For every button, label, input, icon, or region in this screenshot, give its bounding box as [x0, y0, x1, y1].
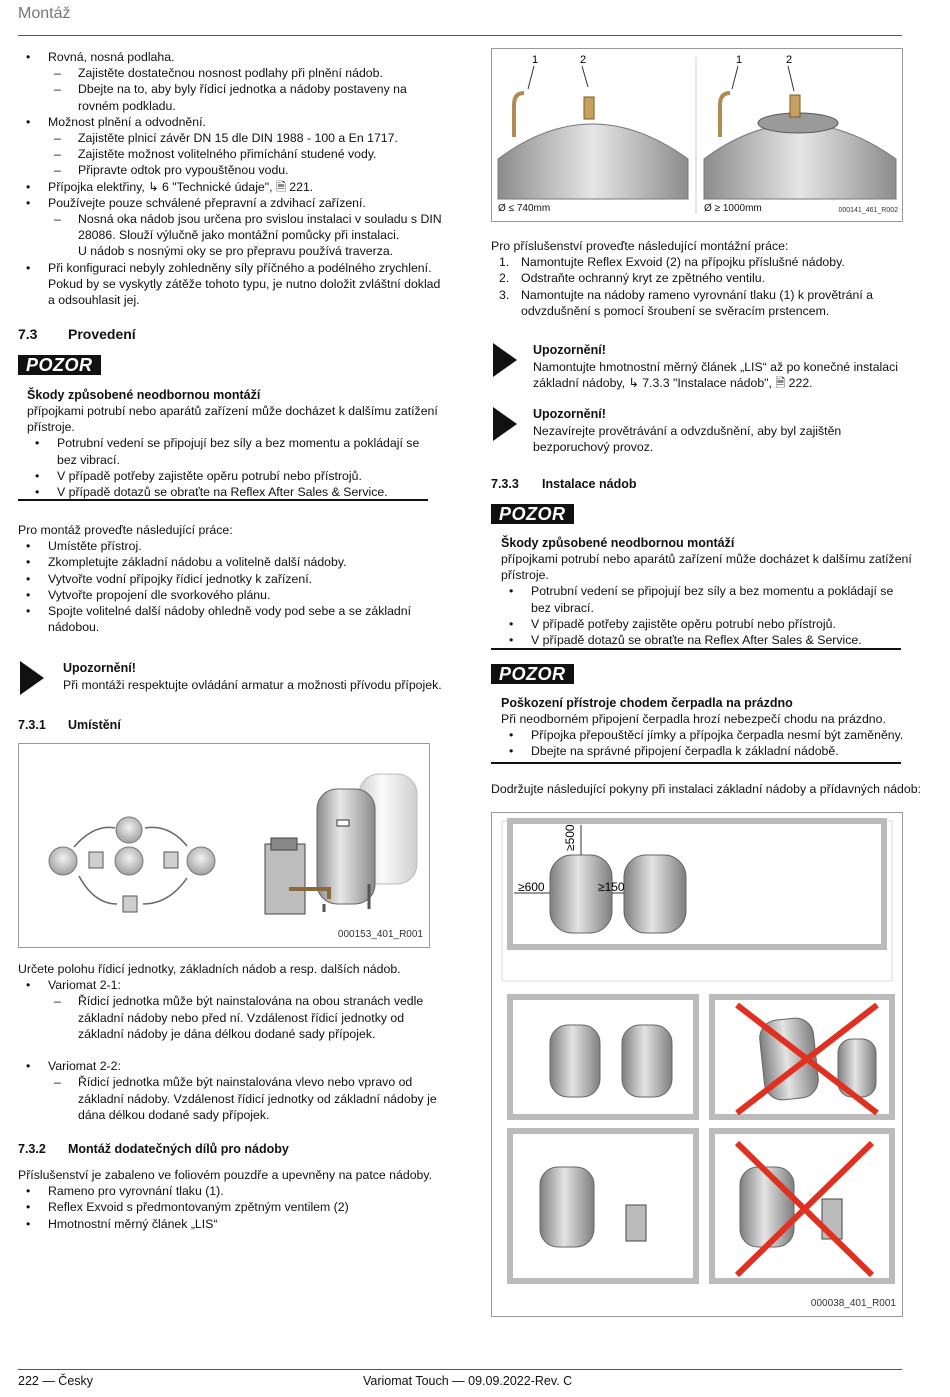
control-unit-icon: [123, 896, 137, 912]
warning-rule: [18, 499, 428, 501]
bullet-marker: •: [509, 744, 514, 759]
footer-doc: Variomat Touch — 09.09.2022-Rev. C: [363, 1374, 573, 1388]
warning-title: Poškození přístroje chodem čerpadla na prázdno: [501, 696, 793, 710]
list-item-text: Hmotnostní měrný článek „LIS“: [48, 1216, 218, 1231]
list-item: [18, 1010, 458, 1026]
list-item: [18, 554, 458, 570]
list-item-text: Používejte pouze schválené přepravní a zdvihací zařízení.: [48, 195, 366, 210]
list-item-text: Přípojka elektřiny, ↳ 6 "Technické údaje", 🗎 221.: [48, 179, 314, 194]
control-unit-icon: [164, 852, 178, 868]
list-item-text: Vytvořte propojení dle svorkového plánu.: [48, 587, 271, 602]
list-item: [27, 403, 447, 419]
list-item: [18, 1199, 458, 1215]
bullet-marker: •: [26, 50, 31, 64]
list-item: [501, 616, 911, 632]
dimension-label: ≥600: [518, 880, 545, 894]
list-item: [501, 600, 911, 616]
list-item-text: Rovná, nosná podlaha.: [48, 50, 175, 64]
bullet-marker: •: [26, 571, 31, 586]
bullet-marker: •: [26, 1200, 31, 1215]
bullet-marker: •: [26, 179, 31, 194]
warning-rule: [491, 648, 901, 650]
note-title: Upozornění!: [533, 343, 606, 357]
note-text: Při montáži respektujte ovládání armatur a možnosti přívodu přípojek.: [63, 678, 442, 692]
footer-rule: [18, 1369, 902, 1370]
bullet-marker: –: [54, 82, 61, 97]
list-item-text: Umístěte přístroj.: [48, 539, 142, 554]
bullet-marker: •: [35, 485, 40, 500]
primary-tank-icon: [317, 789, 375, 904]
tank-top-view-icon: [116, 817, 142, 843]
list-item-text: Dbejte na to, aby byly řídicí jednotka a nádoby postaveny na: [78, 82, 407, 97]
list-item-text: nádobou.: [48, 620, 100, 635]
list-item: [27, 419, 447, 435]
list-item: [18, 260, 458, 276]
bullet-marker: –: [54, 1075, 61, 1090]
list-item-text: Namontujte Reflex Exvoid (2) na přípojku příslušné nádoby.: [521, 255, 845, 270]
list-item-text: dána délkou dodané sady přípojek.: [78, 1107, 270, 1122]
list-item-text: Nosná oka nádob jsou určena pro svislou instalaci v souladu s DIN: [78, 212, 442, 227]
bullet-marker: 2.: [499, 271, 510, 286]
list-item-text: přípojkami potrubí nebo aparátů zařízení může docházet k dalšímu zatížení: [27, 404, 438, 418]
callout-1: 1: [532, 54, 539, 66]
list-item: [18, 114, 458, 130]
list-placement: [18, 961, 458, 1123]
list-item-text: přípojkami potrubí nebo aparátů zařízení může docházet k dalšímu zatížení: [501, 552, 912, 566]
list-accessories: [18, 1167, 458, 1232]
list-item-text: V případě dotazů se obraťte na Reflex After Sales & Service.: [57, 485, 388, 500]
list-item-text: [18, 1043, 21, 1057]
bullet-marker: •: [26, 114, 31, 129]
list-item: [501, 711, 911, 727]
list-item-text: U nádob s nosnými oky se pro přepravu používá traverza.: [78, 244, 394, 259]
list-item: [18, 1216, 458, 1232]
list-item: [18, 130, 458, 146]
section-7-3-1-number: 7.3.1: [18, 718, 46, 732]
callout-2: 2: [580, 54, 587, 66]
list-item-text: bez vibrací.: [531, 600, 594, 615]
list-item-text: přístroje.: [501, 568, 549, 583]
list-item: [18, 49, 458, 65]
warning-rule: [491, 762, 901, 764]
list-item: [18, 1058, 458, 1074]
list-item-text: Spojte volitelné další nádoby ohledně vody pod sebe a se základní: [48, 604, 412, 619]
bullet-marker: –: [54, 212, 61, 227]
note-text-2: bezporuchový provoz.: [533, 440, 654, 454]
bullet-marker: •: [509, 584, 514, 599]
list-item-text: V případě dotazů se obraťte na Reflex After Sales & Service.: [531, 633, 862, 648]
list-item-text: Určete polohu řídicí jednotky, základních nádob a resp. dalších nádob.: [18, 962, 401, 976]
tank-icon: [540, 1167, 594, 1247]
note-arrow-icon: [493, 407, 517, 441]
list-item: [27, 435, 447, 451]
list-item-text: Připravte odtok pro vypouštěnou vodu.: [78, 163, 289, 178]
list-item: [501, 743, 911, 759]
note-text-2: základní nádoby, ↳ 7.3.3 "Instalace nádob", 🗎 222.: [533, 376, 813, 390]
list-item-text: Namontujte na nádoby rameno vyrovnání tlaku (1) k provětrání a: [521, 287, 874, 302]
tank-icon: [624, 855, 686, 933]
warning-label: POZOR: [491, 664, 574, 684]
tank-icon: [550, 855, 612, 933]
list-item: [501, 567, 911, 583]
list-item-text: Řídicí jednotka může být nainstalována na obou stranách vedle: [78, 994, 424, 1009]
list-item: [18, 1183, 458, 1199]
list-item-text: Dbejte na správné připojení čerpadla k základní nádobě.: [531, 744, 839, 759]
list-item-text: bez vibrací.: [57, 452, 120, 467]
header-rule: [18, 35, 902, 36]
list-item-text: Potrubní vedení se připojují bez síly a bez momentu a pokládají se: [531, 584, 894, 599]
dimension-label: ≥500: [563, 824, 577, 851]
note-arrow-icon: [20, 661, 44, 695]
list-item-text: Vytvořte vodní přípojky řídicí jednotky k zařízení.: [48, 571, 313, 586]
list-item: [27, 484, 447, 500]
tank-icon: [622, 1025, 672, 1097]
bullet-marker: –: [54, 163, 61, 178]
bullet-marker: •: [26, 604, 31, 619]
bullet-marker: •: [35, 436, 40, 451]
figure-accessories: [491, 48, 903, 222]
bullet-marker: –: [54, 66, 61, 81]
list-item: [491, 238, 911, 254]
note-arrow-icon: [493, 343, 517, 377]
list-item-text: a odsouhlasit jej.: [48, 293, 140, 308]
bullet-marker: •: [509, 633, 514, 648]
note-text-1: Namontujte hmotnostní měrný článek „LIS“ až po konečné instalaci: [533, 360, 898, 374]
running-header: Montáž: [18, 5, 71, 22]
list-item-text: Přípojka přepouštěcí jímky a přípojka čerpadla nesmí být zaměněny.: [531, 728, 904, 743]
bullet-marker: •: [26, 555, 31, 570]
list-item-text: Pro příslušenství proveďte následující montážní práce:: [491, 239, 789, 253]
tanks-intro: Dodržujte následující pokyny při instalaci základní nádoby a přídavných nádob:: [491, 782, 921, 796]
tank-dome-large-icon: [704, 124, 896, 199]
list-item: [18, 179, 458, 195]
tank-installation-illustration: [492, 813, 902, 1316]
warning-label: POZOR: [18, 355, 101, 375]
list-item-text: Variomat 2-1:: [48, 978, 121, 993]
control-unit-icon: [626, 1205, 646, 1241]
bullet-marker: •: [26, 1059, 31, 1074]
bullet-marker: •: [26, 1216, 31, 1231]
bullet-marker: •: [26, 587, 31, 602]
list-item: [501, 727, 911, 743]
list-item: [501, 583, 911, 599]
exvoid-icon: [790, 95, 800, 117]
note-text-1: Nezavírejte provětrávání a odvzdušnění, aby byl zajištěn: [533, 424, 842, 438]
list-item: [491, 270, 911, 286]
placement-illustration: [19, 744, 429, 947]
tank-top-view-icon: [115, 847, 143, 875]
list-item-text: odvzdušnění s pomocí šroubení se svěracím prstencem.: [521, 303, 830, 318]
list-item: [491, 303, 911, 319]
bullet-marker: •: [509, 728, 514, 743]
list-item-text: Příslušenství je zabaleno ve foliovém pouzdře a upevněny na patce nádoby.: [18, 1168, 433, 1182]
list-item-text: Potrubní vedení se připojují bez síly a bez momentu a pokládají se: [57, 436, 420, 451]
section-7-3-3-title: Instalace nádob: [542, 477, 637, 491]
diameter-large: Ø ≥ 1000mm: [704, 201, 762, 217]
footer-page: 222 — Česky: [18, 1374, 94, 1388]
list-item-text: Řídicí jednotka může být nainstalována vlevo nebo vpravo od: [78, 1075, 413, 1090]
callout-1b: 1: [736, 54, 743, 66]
list-steps: [18, 522, 458, 635]
list-item-text: Pro montáž proveďte následující práce:: [18, 523, 233, 537]
list-item: [18, 1042, 458, 1058]
tank-icon: [740, 1167, 794, 1247]
list-item-text: V případě potřeby zajistěte opěru potrubí nebo přístrojů.: [57, 468, 362, 483]
list-item: [18, 993, 458, 1009]
list-item-text: Pokud by se vyskytly zátěže tohoto typu, je nutno doložit zvláštní doklad: [48, 276, 441, 291]
diameter-small: Ø ≤ 740mm: [498, 201, 550, 217]
list-item: [18, 227, 458, 243]
tank-top-view-icon: [49, 847, 77, 875]
note-title: Upozornění!: [533, 407, 606, 421]
list-item: [18, 276, 458, 292]
list-item: [18, 538, 458, 554]
list-item: [501, 551, 911, 567]
section-7-3-title: Provedení: [68, 326, 136, 342]
list-item-text: 28086. Slouží výlučně jako montážní pomůcky při instalaci.: [78, 228, 400, 243]
tank-icon: [550, 1025, 600, 1097]
bullet-marker: 1.: [499, 255, 510, 270]
tank-top-view-icon: [187, 847, 215, 875]
list-item-text: rovném podkladu.: [78, 98, 176, 113]
list-item: [18, 977, 458, 993]
bullet-marker: •: [35, 468, 40, 483]
list-item: [18, 961, 458, 977]
list-item-text: Zajistěte možnost volitelného přimíchání studené vody.: [78, 147, 377, 162]
list-item: [501, 632, 911, 648]
list-item: [18, 603, 458, 619]
tank-dome-small-icon: [498, 124, 688, 199]
list-item: [18, 522, 458, 538]
bullet-marker: –: [54, 147, 61, 162]
section-7-3-2-number: 7.3.2: [18, 1142, 46, 1156]
list-item-text: Reflex Exvoid s předmontovaným zpětným ventilem (2): [48, 1200, 349, 1215]
list-item-text: Při neodborném připojení čerpadla hrozí nebezpečí chodu na prázdno.: [501, 712, 886, 726]
section-7-3-1-title: Umístění: [68, 718, 121, 732]
note-title: Upozornění!: [63, 661, 136, 675]
list-item-text: Zajistěte dostatečnou nosnost podlahy při plnění nádob.: [78, 66, 383, 81]
warning-text: [27, 403, 447, 500]
list-item-text: Zajistěte plnicí závěr DN 15 dle DIN 1988 - 100 a En 1717.: [78, 131, 398, 146]
control-unit-icon: [89, 852, 103, 868]
list-item: [18, 619, 458, 635]
list-item: [18, 146, 458, 162]
bullet-marker: –: [54, 131, 61, 146]
section-7-3-3-number: 7.3.3: [491, 477, 519, 491]
list-item: [18, 211, 458, 227]
list-item-text: základní nádoby je dána délkou dodané sady přípojek.: [78, 1026, 376, 1041]
list-item: [18, 571, 458, 587]
list-item: [18, 1026, 458, 1042]
warning-label: POZOR: [491, 504, 574, 524]
bullet-marker: •: [26, 260, 31, 275]
list-item: [491, 287, 911, 303]
warning-text: [501, 551, 911, 648]
bullet-marker: •: [26, 539, 31, 554]
bullet-marker: •: [26, 1184, 31, 1199]
warning-title: Škody způsobené neodbornou montáží: [501, 536, 735, 550]
section-7-3-number: 7.3: [18, 326, 38, 342]
list-item-text: Odstraňte ochranný kryt ze zpětného ventilu.: [521, 271, 766, 286]
section-7-3-2-title: Montáž dodatečných dílů pro nádoby: [68, 1142, 289, 1156]
list-item-text: Variomat 2-2:: [48, 1059, 121, 1074]
list-item-text: základní nádoby. Vzdálenost řídicí jednotky od základní nádoby je: [78, 1091, 437, 1106]
list-item: [18, 292, 458, 308]
callout-2b: 2: [786, 54, 793, 66]
list-item: [18, 195, 458, 211]
pressure-arm-icon: [514, 93, 524, 137]
warning-text: [501, 711, 911, 760]
figure-placement: [18, 743, 430, 948]
bullet-marker: •: [509, 616, 514, 631]
bullet-marker: •: [26, 978, 31, 993]
list-item-text: Rameno pro vyrovnání tlaku (1).: [48, 1184, 224, 1199]
figure-id: 000141_461_R002: [838, 206, 898, 214]
control-unit-icon: [265, 844, 305, 914]
list-requirements: [18, 49, 458, 308]
bullet-marker: –: [54, 994, 61, 1009]
list-item: [18, 81, 458, 97]
list-item-text: přístroje.: [27, 420, 75, 435]
list-item: [18, 65, 458, 81]
accessories-illustration: [492, 49, 902, 221]
list-item: [18, 1107, 458, 1123]
list-item: [18, 1074, 458, 1090]
list-item: [18, 243, 458, 259]
list-item-text: základní nádoby nebo před ní. Vzdálenost řídicí jednotky od: [78, 1010, 405, 1025]
figure-id: 000153_401_R001: [337, 928, 423, 940]
exvoid-icon: [584, 97, 594, 119]
list-item: [18, 162, 458, 178]
dimension-label: ≥150: [598, 880, 625, 894]
bullet-marker: •: [26, 195, 31, 210]
list-item-text: V případě potřeby zajistěte opěru potrubí nebo přístrojů.: [531, 616, 836, 631]
list-item-text: Při konfiguraci nebyly zohledněny síly příčného a podélného zrychlení.: [48, 260, 432, 275]
pressure-arm-icon: [720, 93, 730, 137]
figure-tank-installation: [491, 812, 903, 1317]
list-item: [27, 468, 447, 484]
list-item: [491, 254, 911, 270]
list-item-text: Zkompletujte základní nádobu a volitelně další nádoby.: [48, 555, 347, 570]
bullet-marker: 3.: [499, 287, 510, 302]
list-item: [18, 98, 458, 114]
list-item: [18, 587, 458, 603]
list-accessory-work: [491, 238, 911, 319]
list-item: [18, 1091, 458, 1107]
list-item: [18, 1167, 458, 1183]
list-item-text: Možnost plnění a odvodnění.: [48, 114, 206, 129]
figure-id: 000038_401_R001: [810, 1297, 896, 1309]
list-item: [27, 452, 447, 468]
warning-title: Škody způsobené neodbornou montáží: [27, 388, 261, 402]
